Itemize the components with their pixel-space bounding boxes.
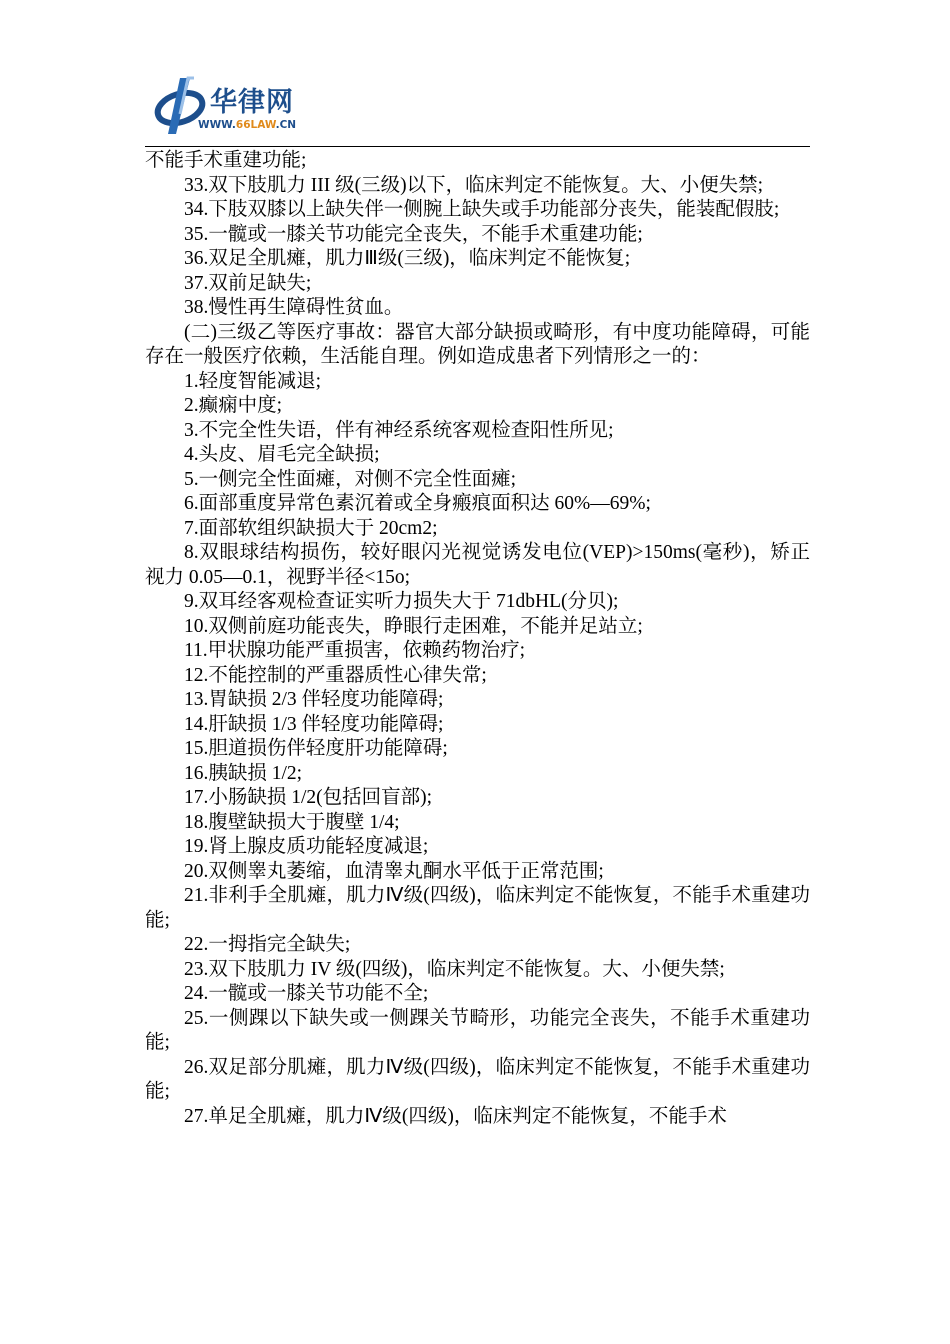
paragraph: 25.一侧踝以下缺失或一侧踝关节畸形，功能完全丧失，不能手术重建功能; [145,1007,810,1053]
paragraph: 1.轻度智能减退; [184,370,322,392]
paragraph: 34.下肢双膝以上缺失伴一侧腕上缺失或手功能部分丧失，能装配假肢; [184,199,780,220]
paragraph: 9.双耳经客观检查证实听力损失大于 71dbHL(分贝); [184,591,619,612]
paragraph: 11.甲状腺功能严重损害，依赖药物治疗; [184,640,526,661]
paragraph: 38.慢性再生障碍性贫血。 [184,297,404,318]
paragraph: 33.双下肢肌力 III 级(三级)以下，临床判定不能恢复。大、小便失禁; [184,174,764,196]
paragraph: 36.双足全肌瘫，肌力Ⅲ级(三级)，临床判定不能恢复; [184,248,631,269]
paragraph: 6.面部重度异常色素沉着或全身瘢痕面积达 60%—69%; [184,493,651,514]
paragraph: 5.一侧完全性面瘫，对侧不完全性面瘫; [184,468,517,490]
paragraph: 4.头皮、眉毛完全缺损; [184,444,380,465]
paragraph: 不能手术重建功能; [145,150,307,171]
paragraph: 27.单足全肌瘫，肌力Ⅳ级(四级)，临床判定不能恢复，不能手术 [184,1105,727,1127]
logo-title: 华律网 [210,87,294,118]
paragraph: 13.胃缺损 2/3 伴轻度功能障碍; [184,689,444,710]
paragraph: 3.不完全性失语，伴有神经系统客观检查阳性所见; [184,419,614,441]
paragraph: 37.双前足缺失; [184,272,312,294]
paragraph: 14.肝缺损 1/3 伴轻度功能障碍; [184,713,444,735]
logo-url: WWW.66LAW.CN [198,119,297,131]
paragraph: (二)三级乙等医疗事故：器官大部分缺损或畸形，有中度功能障碍，可能存在一般医疗依赖，生活能自理。例如造成患者下列情形之一的： [145,321,810,367]
paragraph: 17.小肠缺损 1/2(包括回盲部); [184,787,433,808]
paragraph: 21.非利手全肌瘫，肌力Ⅳ级(四级)，临床判定不能恢复，不能手术重建功能; [145,885,810,931]
document-body [145,149,810,1129]
paragraph: 19.肾上腺皮质功能轻度减退; [184,836,429,857]
paragraph: 2.癫痫中度; [184,395,283,416]
paragraph: 23.双下肢肌力 IV 级(四级)，临床判定不能恢复。大、小便失禁; [184,958,725,980]
header-divider [145,146,810,147]
paragraph: 22.一拇指完全缺失; [184,934,351,955]
paragraph: 8.双眼球结构损伤，较好眼闪光视觉诱发电位(VEP)>150ms(毫秒)，矫正视力 0.05—0.1，视野半径<15o; [145,542,810,588]
paragraph: 20.双侧睾丸萎缩，血清睾丸酮水平低于正常范围; [184,860,604,882]
paragraph: 15.胆道损伤伴轻度肝功能障碍; [184,738,448,759]
site-logo[interactable] [150,74,350,136]
paragraph: 24.一髋或一膝关节功能不全; [184,983,429,1004]
paragraph: 12.不能控制的严重器质性心律失常; [184,664,487,686]
paragraph: 26.双足部分肌瘫，肌力Ⅳ级(四级)，临床判定不能恢复，不能手术重建功能; [145,1056,810,1102]
paragraph: 7.面部软组织缺损大于 20cm2; [184,517,438,539]
paragraph: 10.双侧前庭功能丧失，睁眼行走困难，不能并足站立; [184,615,643,637]
paragraph: 18.腹壁缺损大于腹壁 1/4; [184,811,400,833]
paragraph: 35.一髋或一膝关节功能完全丧失，不能手术重建功能; [184,223,643,245]
paragraph: 16.胰缺损 1/2; [184,762,303,784]
